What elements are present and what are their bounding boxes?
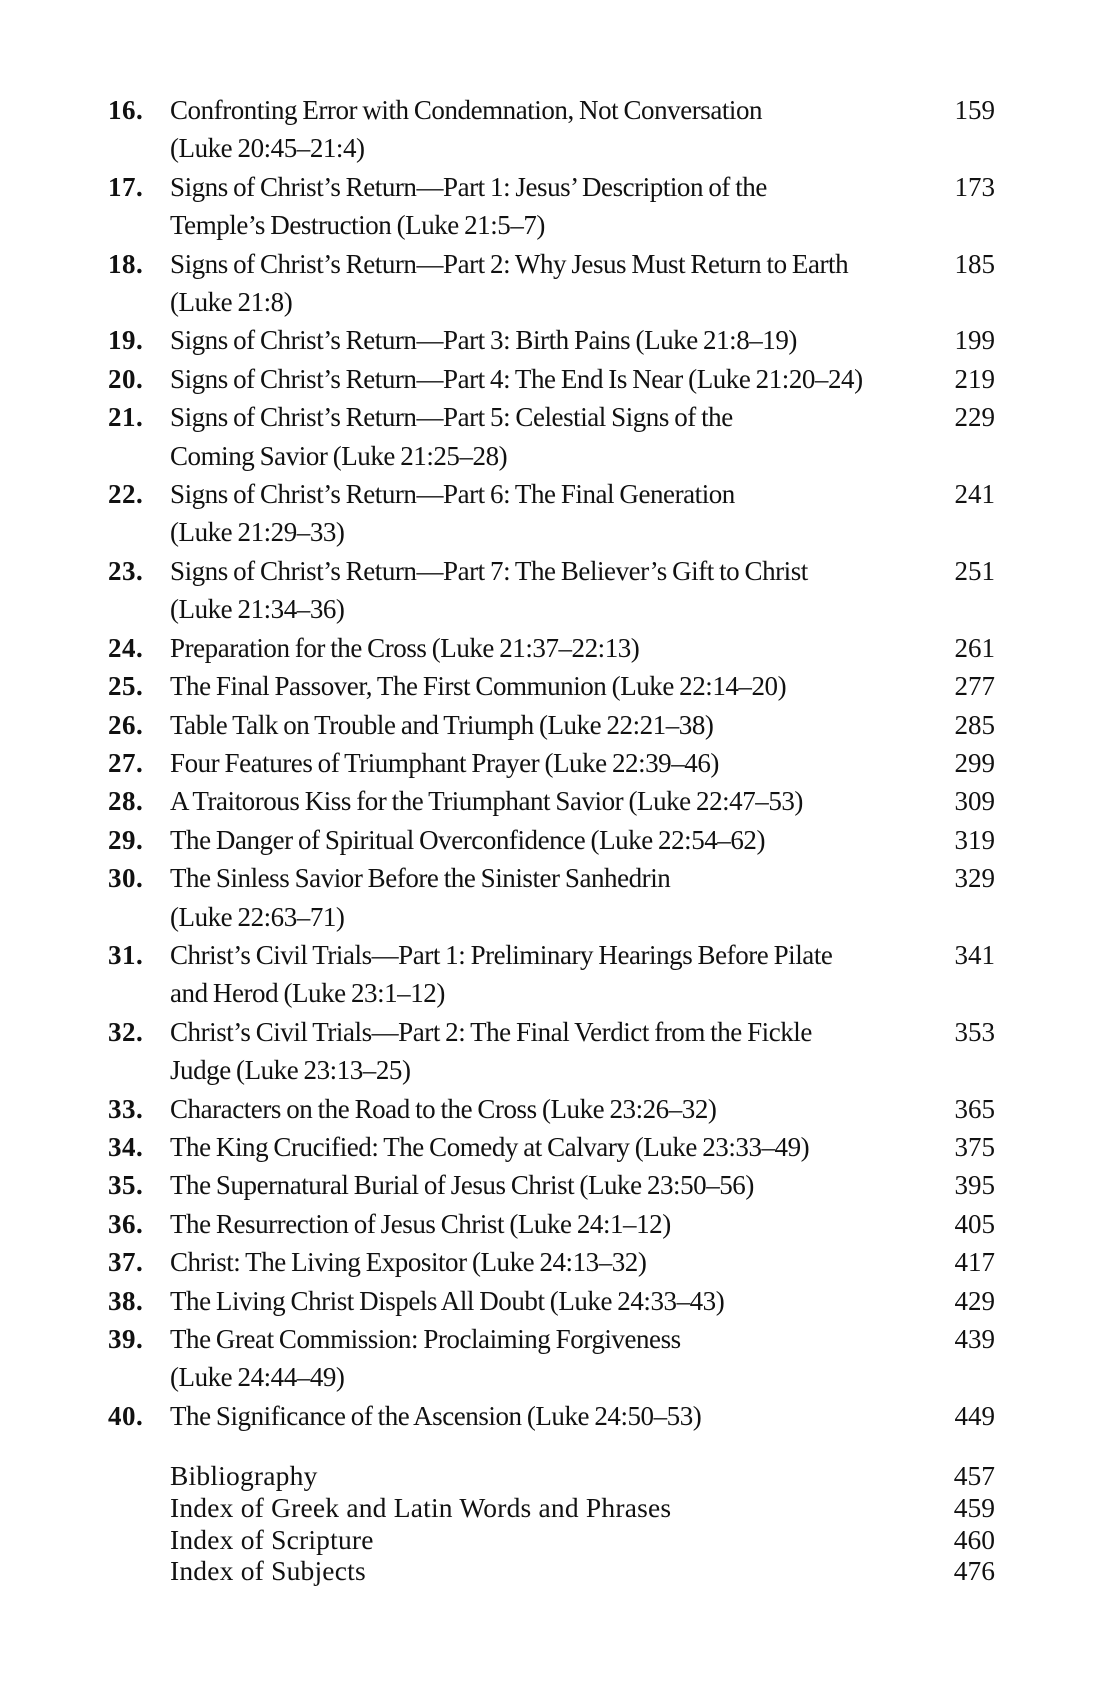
title-line: Signs of Christ’s Return—Part 2: Why Jesus Must Return to Earth xyxy=(170,248,849,279)
chapter-number: 28. xyxy=(108,786,144,817)
chapter-number: 18. xyxy=(108,248,144,279)
chapter-number: 26. xyxy=(108,709,144,740)
page-number: 457 xyxy=(953,1460,995,1491)
table-of-contents xyxy=(108,91,995,1435)
title-line: Confronting Error with Condemnation, Not Conversation xyxy=(170,95,763,125)
page-number: 251 xyxy=(954,555,995,586)
toc-entry[interactable] xyxy=(108,782,995,820)
chapter-title: Four Features of Triumphant Prayer (Luke 22:39–46) xyxy=(170,747,719,778)
page-number: 476 xyxy=(953,1555,995,1587)
toc-entry[interactable] xyxy=(108,1282,995,1320)
toc-entry[interactable] xyxy=(108,744,995,782)
page-number: 277 xyxy=(954,671,995,702)
chapter-number: 25. xyxy=(108,671,144,702)
back-matter-entry[interactable] xyxy=(108,1492,995,1524)
chapter-title: Table Talk on Trouble and Triumph (Luke 22:21–38) xyxy=(170,709,714,740)
toc-entry[interactable] xyxy=(108,1397,995,1435)
title-line: (Luke 21:29–33) xyxy=(170,517,345,548)
chapter-title: Christ: The Living Expositor (Luke 24:13–32) xyxy=(170,1247,647,1278)
indent-spacer xyxy=(108,1524,170,1556)
title-line: Christ’s Civil Trials—Part 2: The Final Verdict from the Fickle xyxy=(170,1016,812,1047)
toc-entry[interactable] xyxy=(108,360,995,398)
page-number: 159 xyxy=(954,95,995,125)
page-number: 375 xyxy=(954,1131,995,1162)
title-line: (Luke 20:45–21:4) xyxy=(170,133,365,164)
page-number: 173 xyxy=(954,171,995,202)
chapter-number: 22. xyxy=(108,479,144,510)
chapter-number: 38. xyxy=(108,1285,144,1316)
title-line: Temple’s Destruction (Luke 21:5–7) xyxy=(170,210,545,241)
chapter-title xyxy=(170,859,935,936)
toc-entry[interactable] xyxy=(108,168,995,245)
chapter-number: 20. xyxy=(108,363,144,394)
page-number: 395 xyxy=(954,1170,995,1201)
toc-entry[interactable] xyxy=(108,859,995,936)
page-number: 460 xyxy=(953,1523,995,1555)
toc-entry[interactable] xyxy=(108,1243,995,1281)
chapter-title: The King Crucified: The Comedy at Calvary (Luke 23:33–49) xyxy=(170,1131,810,1162)
title-line: (Luke 21:8) xyxy=(170,287,293,318)
back-matter-entry[interactable] xyxy=(108,1460,995,1492)
chapter-title: Preparation for the Cross (Luke 21:37–22:13) xyxy=(170,632,640,663)
title-line: (Luke 24:44–49) xyxy=(170,1362,345,1393)
chapter-title xyxy=(170,91,935,168)
page-number: 219 xyxy=(954,363,995,394)
toc-entry[interactable] xyxy=(108,1090,995,1128)
page-number: 229 xyxy=(954,402,995,433)
page-number: 241 xyxy=(954,479,995,510)
chapter-title xyxy=(170,1013,935,1090)
chapter-title: The Living Christ Dispels All Doubt (Luke 24:33–43) xyxy=(170,1285,725,1316)
indent-spacer xyxy=(108,1555,170,1587)
chapter-number: 31. xyxy=(108,939,144,970)
chapter-title: Signs of Christ’s Return—Part 4: The End Is Near (Luke 21:20–24) xyxy=(170,363,863,394)
page-number: 405 xyxy=(954,1208,995,1239)
chapter-number: 37. xyxy=(108,1247,144,1278)
toc-entry[interactable] xyxy=(108,475,995,552)
chapter-number: 30. xyxy=(108,863,144,894)
chapter-title: Signs of Christ’s Return—Part 3: Birth Pains (Luke 21:8–19) xyxy=(170,325,797,356)
page-number: 429 xyxy=(954,1285,995,1316)
chapter-title xyxy=(170,1320,935,1397)
page-number: 299 xyxy=(954,747,995,778)
chapter-title xyxy=(170,936,935,1013)
title-line: The Sinless Savior Before the Sinister Sanhedrin xyxy=(170,863,671,894)
chapter-number: 17. xyxy=(108,171,144,202)
page-number: 309 xyxy=(954,786,995,817)
back-matter-entry[interactable] xyxy=(108,1524,995,1556)
toc-entry[interactable] xyxy=(108,552,995,629)
indent-spacer xyxy=(108,1460,170,1492)
chapter-number: 27. xyxy=(108,747,144,778)
page-number: 261 xyxy=(954,632,995,663)
toc-entry[interactable] xyxy=(108,398,995,475)
toc-entry[interactable] xyxy=(108,321,995,359)
chapter-title xyxy=(170,168,935,245)
toc-entry[interactable] xyxy=(108,936,995,1013)
page-number: 319 xyxy=(954,824,995,855)
toc-entry[interactable] xyxy=(108,1205,995,1243)
chapter-number: 32. xyxy=(108,1016,144,1047)
title-line: Judge (Luke 23:13–25) xyxy=(170,1055,411,1086)
toc-entry[interactable] xyxy=(108,706,995,744)
chapter-number: 23. xyxy=(108,555,144,586)
back-matter-title: Index of Scripture xyxy=(170,1523,374,1555)
page-number: 365 xyxy=(954,1093,995,1124)
chapter-number: 19. xyxy=(108,325,144,356)
back-matter-entry[interactable] xyxy=(108,1555,995,1587)
chapter-title xyxy=(170,552,935,629)
toc-entry[interactable] xyxy=(108,629,995,667)
toc-entry[interactable] xyxy=(108,1128,995,1166)
chapter-title xyxy=(170,475,935,552)
chapter-title xyxy=(170,398,935,475)
title-line: Christ’s Civil Trials—Part 1: Preliminary Hearings Before Pilate xyxy=(170,939,833,970)
title-line: The Great Commission: Proclaiming Forgiveness xyxy=(170,1324,681,1354)
title-line: and Herod (Luke 23:1–12) xyxy=(170,978,445,1009)
chapter-number: 21. xyxy=(108,402,144,433)
chapter-number: 35. xyxy=(108,1170,144,1201)
toc-entry[interactable] xyxy=(108,1320,995,1397)
title-line: Signs of Christ’s Return—Part 7: The Believer’s Gift to Christ xyxy=(170,555,808,586)
page-number: 199 xyxy=(954,325,995,356)
title-line: (Luke 21:34–36) xyxy=(170,594,345,625)
chapter-number: 36. xyxy=(108,1208,144,1239)
back-matter-title: Index of Greek and Latin Words and Phrases xyxy=(170,1491,672,1523)
page-number: 353 xyxy=(954,1016,995,1047)
toc-entry[interactable] xyxy=(108,667,995,705)
back-matter-list xyxy=(108,1460,995,1587)
title-line: Signs of Christ’s Return—Part 6: The Final Generation xyxy=(170,479,735,510)
chapter-title: The Resurrection of Jesus Christ (Luke 24:1–12) xyxy=(170,1208,671,1239)
chapter-title: The Significance of the Ascension (Luke 24:50–53) xyxy=(170,1400,702,1431)
chapter-number: 39. xyxy=(108,1324,144,1354)
chapter-number: 29. xyxy=(108,824,144,855)
chapter-number: 40. xyxy=(108,1400,144,1431)
page-number: 341 xyxy=(954,939,995,970)
page-number: 417 xyxy=(954,1247,995,1278)
page-number: 285 xyxy=(954,709,995,740)
page-number: 449 xyxy=(954,1400,995,1431)
chapter-title: The Supernatural Burial of Jesus Christ (Luke 23:50–56) xyxy=(170,1170,754,1201)
back-matter-title: Bibliography xyxy=(170,1460,318,1491)
title-line: Signs of Christ’s Return—Part 5: Celestial Signs of the xyxy=(170,402,733,433)
chapter-title: The Final Passover, The First Communion (Luke 22:14–20) xyxy=(170,671,787,702)
page-number: 459 xyxy=(953,1491,995,1523)
toc-entry[interactable] xyxy=(108,91,995,168)
page-number: 439 xyxy=(954,1324,995,1354)
page-number: 185 xyxy=(954,248,995,279)
back-matter-title: Index of Subjects xyxy=(170,1555,366,1587)
chapter-number: 34. xyxy=(108,1131,144,1162)
toc-entry[interactable] xyxy=(108,1166,995,1204)
page-number: 329 xyxy=(954,863,995,894)
title-line: Coming Savior (Luke 21:25–28) xyxy=(170,440,508,471)
toc-entry[interactable] xyxy=(108,1013,995,1090)
chapter-number: 24. xyxy=(108,632,144,663)
indent-spacer xyxy=(108,1492,170,1524)
title-line: Signs of Christ’s Return—Part 1: Jesus’ Description of the xyxy=(170,171,767,202)
title-line: (Luke 22:63–71) xyxy=(170,901,345,932)
chapter-number: 16. xyxy=(108,95,144,125)
chapter-title: Characters on the Road to the Cross (Luke 23:26–32) xyxy=(170,1093,717,1124)
chapter-title xyxy=(170,245,935,322)
toc-entry[interactable] xyxy=(108,245,995,322)
chapter-number: 33. xyxy=(108,1093,144,1124)
toc-entry[interactable] xyxy=(108,821,995,859)
chapter-title: The Danger of Spiritual Overconfidence (Luke 22:54–62) xyxy=(170,824,765,855)
chapter-title: A Traitorous Kiss for the Triumphant Savior (Luke 22:47–53) xyxy=(170,786,803,817)
